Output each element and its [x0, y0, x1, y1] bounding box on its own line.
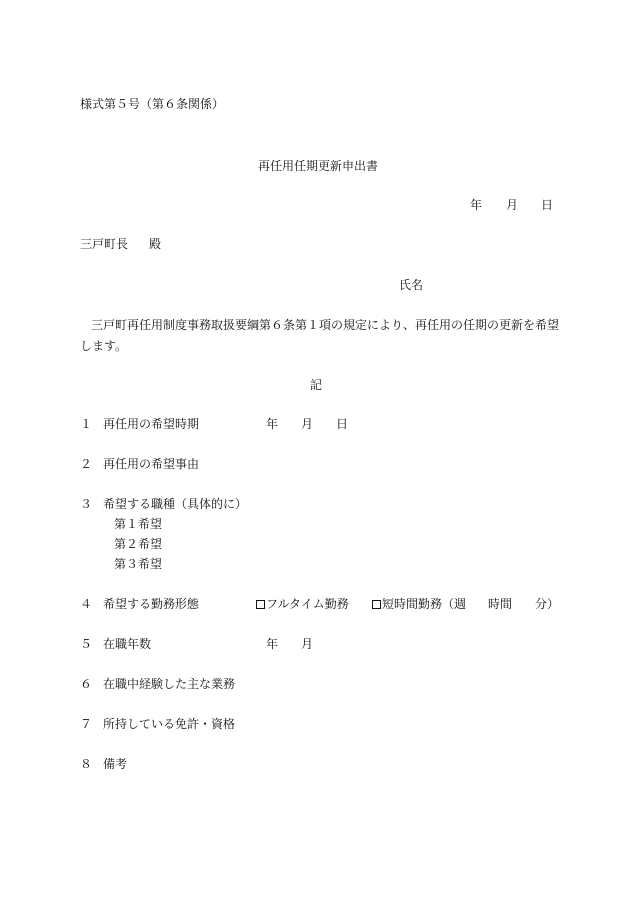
addressee-honorific: 殿: [149, 237, 162, 251]
second-preference: 第２希望: [114, 537, 163, 551]
applicant-name-label: 氏名: [399, 278, 424, 292]
item-number: ５: [80, 637, 93, 651]
item-label: 在職中経験した主な業務: [103, 677, 236, 691]
ki-heading: 記: [310, 378, 323, 392]
item-number: ８: [80, 757, 93, 771]
item-label: 再任用の希望事由: [103, 457, 200, 471]
date-year: 年: [470, 198, 483, 212]
item-label: 所持している免許・資格: [103, 717, 236, 731]
item-number: ２: [80, 457, 93, 471]
form-number: 様式第５号（第６条関係）: [80, 97, 225, 111]
item-number: ６: [80, 677, 93, 691]
fulltime-option[interactable]: [256, 596, 349, 612]
desired-day: 日: [336, 417, 349, 431]
addressee-name: 三戸町長: [80, 237, 129, 251]
desired-month: 月: [301, 417, 314, 431]
parttime-checkbox[interactable]: [372, 600, 381, 609]
desired-year: 年: [266, 417, 279, 431]
parttime-label: 短時間勤務（週: [382, 597, 467, 611]
item-label: 再任用の希望時期: [103, 417, 200, 431]
date-day: 日: [541, 198, 554, 212]
third-preference: 第３希望: [114, 557, 163, 571]
item-label: 在職年数: [103, 637, 152, 651]
item-label: 備考: [103, 757, 128, 771]
first-preference: 第１希望: [114, 517, 163, 531]
fulltime-label: フルタイム勤務: [266, 597, 349, 611]
date-month: 月: [506, 198, 519, 212]
service-years: 年: [266, 637, 279, 651]
item-number: １: [80, 417, 93, 431]
item-number: ７: [80, 717, 93, 731]
minutes-label: 分）: [535, 597, 560, 611]
document-title: 再任用任期更新申出書: [258, 159, 379, 173]
hours-label: 時間: [488, 597, 513, 611]
item-number: ３: [80, 497, 93, 511]
service-months: 月: [301, 637, 314, 651]
item-number: ４: [80, 597, 93, 611]
item-label: 希望する勤務形態: [103, 597, 200, 611]
fulltime-checkbox[interactable]: [256, 600, 265, 609]
item-label: 希望する職種（具体的に）: [103, 497, 248, 511]
body-line-1: 三戸町再任用制度事務取扱要綱第６条第１項の規定により、再任用の任期の更新を希望: [91, 318, 560, 332]
parttime-option[interactable]: [372, 596, 466, 612]
body-line-2: します。: [80, 339, 128, 353]
